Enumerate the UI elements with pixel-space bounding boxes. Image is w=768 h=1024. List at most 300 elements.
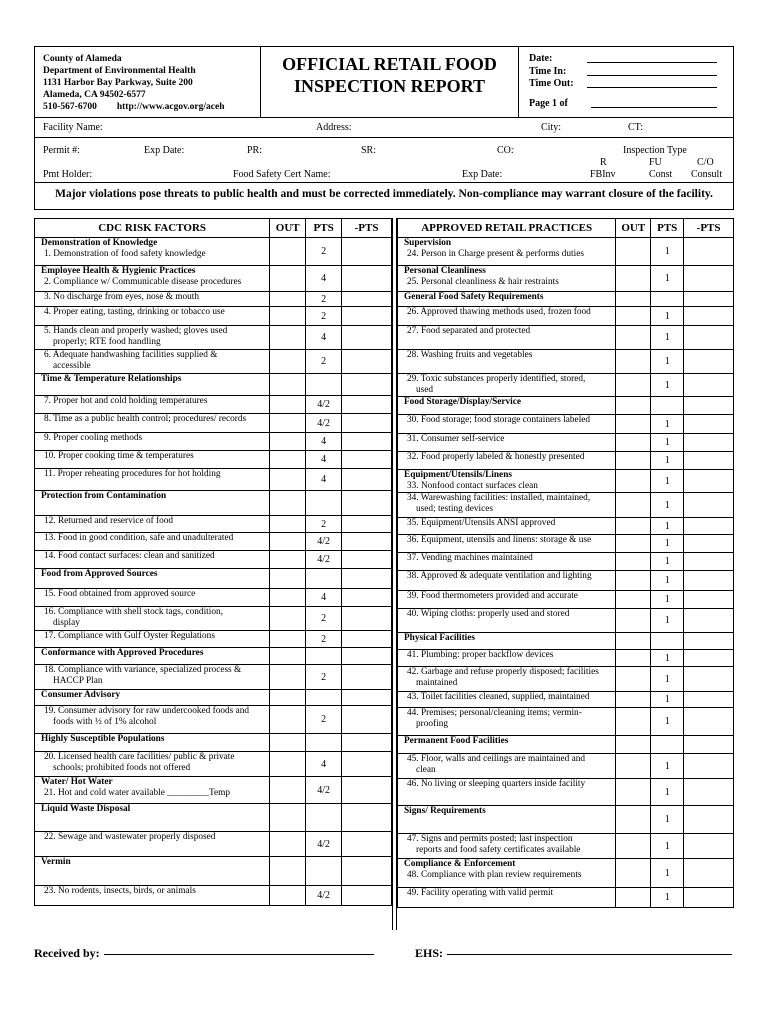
- minus-points-cell[interactable]: [684, 736, 734, 754]
- minus-points-cell[interactable]: [684, 518, 734, 535]
- item-text: display: [53, 618, 80, 628]
- ehs-field[interactable]: [415, 946, 732, 961]
- minus-points-cell[interactable]: [342, 326, 392, 350]
- minus-points-cell[interactable]: [342, 665, 392, 690]
- out-checkbox-cell[interactable]: [270, 451, 306, 469]
- out-checkbox-cell[interactable]: [616, 307, 651, 326]
- points-value: 1: [651, 518, 684, 535]
- minus-points-cell[interactable]: [342, 648, 392, 665]
- facility-info: [34, 118, 734, 210]
- section-heading: Employee Health & Hygienic Practices: [41, 266, 196, 276]
- item-description: [35, 607, 270, 631]
- section-heading: Liquid Waste Disposal: [41, 804, 131, 814]
- points-value: 4: [306, 266, 342, 292]
- out-checkbox-cell[interactable]: [616, 571, 651, 591]
- item-text: 18. Compliance with variance, specialized process &: [44, 665, 242, 675]
- col-header-out: OUT: [616, 219, 651, 238]
- inspection-type-label: Inspection Type: [623, 145, 687, 156]
- section-heading: Food from Approved Sources: [41, 569, 158, 579]
- out-checkbox-cell[interactable]: [270, 414, 306, 433]
- table-row: [398, 292, 734, 307]
- out-checkbox-cell[interactable]: [270, 326, 306, 350]
- item-text: 33. Nonfood contact surfaces clean: [407, 481, 538, 491]
- out-checkbox-cell[interactable]: [616, 754, 651, 779]
- item-description: [35, 690, 270, 706]
- minus-points-cell[interactable]: [342, 551, 392, 569]
- item-description: [398, 708, 616, 736]
- points-value: [651, 397, 684, 415]
- points-value: 2: [306, 665, 342, 690]
- table-row: [398, 591, 734, 609]
- minus-points-cell[interactable]: [684, 266, 734, 292]
- item-text: 5. Hands clean and properly washed; gloves used: [44, 326, 228, 336]
- table-row: [35, 607, 392, 631]
- minus-points-cell[interactable]: [342, 607, 392, 631]
- minus-points-cell[interactable]: [684, 307, 734, 326]
- report-title-line1: OFFICIAL RETAIL FOOD: [282, 54, 497, 74]
- table-row: [398, 397, 734, 415]
- report-title: [261, 47, 519, 117]
- table-row: [398, 571, 734, 591]
- table-row: [35, 690, 392, 706]
- table-row: [35, 451, 392, 469]
- section-heading: Personal Cleanliness: [404, 266, 486, 276]
- item-description: [398, 692, 616, 708]
- out-checkbox-cell[interactable]: [270, 292, 306, 307]
- out-checkbox-cell[interactable]: [616, 415, 651, 434]
- points-value: 4/2: [306, 396, 342, 414]
- item-description: [35, 292, 270, 307]
- table-row: [35, 804, 392, 832]
- out-checkbox-cell[interactable]: [270, 551, 306, 569]
- points-value: [651, 633, 684, 650]
- minus-points-cell[interactable]: [684, 493, 734, 518]
- date-field[interactable]: [529, 53, 733, 66]
- item-description: [398, 326, 616, 350]
- minus-points-cell[interactable]: [342, 433, 392, 451]
- table-row: [398, 535, 734, 553]
- out-checkbox-cell[interactable]: [270, 516, 306, 533]
- time-in-field[interactable]: [529, 66, 733, 79]
- item-text: properly; RTE food handling: [53, 337, 161, 347]
- points-value: [306, 648, 342, 665]
- time-out-field[interactable]: [529, 78, 733, 91]
- table-row: [35, 777, 392, 804]
- table-row: [398, 518, 734, 535]
- table-row: [398, 650, 734, 667]
- section-heading: Supervision: [404, 238, 452, 248]
- item-description: [398, 571, 616, 591]
- report-title-line2: INSPECTION REPORT: [294, 76, 485, 96]
- table-row: [35, 396, 392, 414]
- points-value: [306, 374, 342, 396]
- table-row: [35, 648, 392, 665]
- out-checkbox-cell[interactable]: [270, 238, 306, 266]
- out-checkbox-cell[interactable]: [270, 706, 306, 734]
- sr-label: SR:: [361, 145, 377, 156]
- item-description: [35, 307, 270, 326]
- section-heading: Consumer Advisory: [41, 690, 121, 700]
- item-description: [35, 631, 270, 648]
- type-fbinv[interactable]: FBInv: [590, 169, 616, 180]
- minus-points-cell[interactable]: [684, 859, 734, 888]
- out-checkbox-cell[interactable]: [270, 690, 306, 706]
- minus-points-cell[interactable]: [342, 414, 392, 433]
- points-value: 1: [651, 571, 684, 591]
- address-label: Address:: [316, 122, 352, 133]
- out-checkbox-cell[interactable]: [616, 650, 651, 667]
- item-text: 46. No living or sleeping quarters inside facility: [407, 779, 586, 789]
- out-checkbox-cell[interactable]: [270, 266, 306, 292]
- points-value: 1: [651, 806, 684, 834]
- minus-points-cell[interactable]: [342, 292, 392, 307]
- out-checkbox-cell[interactable]: [616, 434, 651, 452]
- minus-points-cell[interactable]: [342, 533, 392, 551]
- table-row: [398, 859, 734, 888]
- points-value: 4/2: [306, 414, 342, 433]
- out-checkbox-cell[interactable]: [270, 804, 306, 832]
- time-out-line: [587, 87, 717, 88]
- section-heading: Highly Susceptible Populations: [41, 734, 165, 744]
- item-text: 23. No rodents, insects, birds, or animals: [44, 886, 196, 896]
- minus-points-cell[interactable]: [342, 350, 392, 374]
- out-checkbox-cell[interactable]: [270, 648, 306, 665]
- points-value: 1: [651, 667, 684, 692]
- col-header-out: OUT: [270, 219, 306, 238]
- col-header-pts: PTS: [306, 219, 342, 238]
- type-co[interactable]: C/O: [697, 157, 714, 168]
- minus-points-cell[interactable]: [342, 886, 392, 906]
- minus-points-cell[interactable]: [684, 888, 734, 908]
- out-checkbox-cell[interactable]: [270, 777, 306, 804]
- item-text: clean: [416, 765, 436, 775]
- exp-date-label: Exp Date:: [144, 145, 185, 156]
- points-value: [306, 804, 342, 832]
- minus-points-cell[interactable]: [342, 857, 392, 886]
- minus-points-cell[interactable]: [684, 350, 734, 374]
- agency-contact: [43, 101, 260, 113]
- points-value: 4/2: [306, 886, 342, 906]
- out-checkbox-cell[interactable]: [616, 326, 651, 350]
- minus-points-cell[interactable]: [684, 434, 734, 452]
- city-label: City:: [541, 122, 562, 133]
- item-text: maintained: [416, 678, 458, 688]
- out-checkbox-cell[interactable]: [616, 238, 651, 266]
- out-checkbox-cell[interactable]: [616, 736, 651, 754]
- item-description: [35, 374, 270, 396]
- time-in-line: [587, 75, 717, 76]
- item-text: proofing: [416, 719, 449, 729]
- table-row: [35, 886, 392, 906]
- out-checkbox-cell[interactable]: [270, 665, 306, 690]
- out-checkbox-cell[interactable]: [616, 667, 651, 692]
- minus-points-cell[interactable]: [342, 589, 392, 607]
- minus-points-cell[interactable]: [342, 706, 392, 734]
- points-value: 4: [306, 451, 342, 469]
- item-text: 4. Proper eating, tasting, drinking or tobacco use: [44, 307, 225, 317]
- item-description: [398, 859, 616, 888]
- agency-url: http://www.acgov.org/aceh: [116, 102, 225, 112]
- minus-points-cell[interactable]: [684, 591, 734, 609]
- out-checkbox-cell[interactable]: [270, 433, 306, 451]
- cdc-risk-factors-table: [34, 218, 392, 906]
- facility-divider: [35, 137, 733, 138]
- item-text: 45. Floor, walls and ceilings are maintained and: [407, 754, 586, 764]
- points-value: 4/2: [306, 551, 342, 569]
- points-value: [306, 690, 342, 706]
- item-description: [35, 238, 270, 266]
- item-text: 35. Equipment/Utensils ANSI approved: [407, 518, 556, 528]
- points-value: 1: [651, 553, 684, 571]
- out-checkbox-cell[interactable]: [270, 350, 306, 374]
- table-row: [35, 569, 392, 589]
- minus-points-cell[interactable]: [684, 470, 734, 493]
- item-description: [398, 434, 616, 452]
- item-text: 49. Facility operating with valid permit: [407, 888, 554, 898]
- item-description: [398, 888, 616, 908]
- out-checkbox-cell[interactable]: [270, 886, 306, 906]
- out-checkbox-cell[interactable]: [270, 832, 306, 857]
- minus-points-cell[interactable]: [684, 609, 734, 633]
- pr-label: PR:: [247, 145, 263, 156]
- minus-points-cell[interactable]: [684, 374, 734, 397]
- item-description: [35, 469, 270, 491]
- item-text: 7. Proper hot and cold holding temperatures: [44, 396, 208, 406]
- item-description: [35, 433, 270, 451]
- agency-name: County of Alameda: [43, 54, 122, 64]
- out-checkbox-cell[interactable]: [616, 834, 651, 859]
- minus-points-cell[interactable]: [684, 667, 734, 692]
- out-checkbox-cell[interactable]: [616, 350, 651, 374]
- out-checkbox-cell[interactable]: [616, 888, 651, 908]
- type-const[interactable]: Const: [649, 169, 673, 180]
- minus-points-cell[interactable]: [342, 777, 392, 804]
- minus-points-cell[interactable]: [342, 396, 392, 414]
- out-checkbox-cell[interactable]: [616, 452, 651, 470]
- item-text: 8. Time as a public health control; procedures/ records: [44, 414, 247, 424]
- minus-points-cell[interactable]: [684, 415, 734, 434]
- section-heading: Compliance & Enforcement: [404, 859, 516, 869]
- points-value: [651, 736, 684, 754]
- points-value: [306, 491, 342, 516]
- table-row: [398, 609, 734, 633]
- item-description: [35, 752, 270, 777]
- exp-date2-label: Exp Date:: [462, 169, 503, 180]
- section-heading: Permanent Food Facilities: [404, 736, 509, 746]
- section-heading: Vermin: [41, 857, 71, 867]
- table-row: [35, 266, 392, 292]
- out-checkbox-cell[interactable]: [270, 491, 306, 516]
- out-checkbox-cell[interactable]: [616, 535, 651, 553]
- minus-points-cell[interactable]: [684, 553, 734, 571]
- out-checkbox-cell[interactable]: [616, 374, 651, 397]
- out-checkbox-cell[interactable]: [270, 307, 306, 326]
- type-r[interactable]: R: [600, 157, 607, 168]
- out-checkbox-cell[interactable]: [270, 752, 306, 777]
- out-checkbox-cell[interactable]: [270, 374, 306, 396]
- out-checkbox-cell[interactable]: [270, 396, 306, 414]
- out-checkbox-cell[interactable]: [616, 518, 651, 535]
- table-header-row: [35, 219, 392, 238]
- minus-points-cell[interactable]: [342, 238, 392, 266]
- item-text: used: [416, 385, 434, 395]
- out-checkbox-cell[interactable]: [616, 591, 651, 609]
- minus-points-cell[interactable]: [684, 708, 734, 736]
- item-description: [398, 834, 616, 859]
- out-checkbox-cell[interactable]: [616, 493, 651, 518]
- out-checkbox-cell[interactable]: [616, 806, 651, 834]
- points-value: 1: [651, 238, 684, 266]
- item-description: [35, 857, 270, 886]
- minus-points-cell[interactable]: [342, 374, 392, 396]
- received-by-field[interactable]: [34, 946, 374, 961]
- out-checkbox-cell[interactable]: [616, 470, 651, 493]
- minus-points-cell[interactable]: [342, 752, 392, 777]
- minus-points-cell[interactable]: [342, 804, 392, 832]
- item-text: 11. Proper reheating procedures for hot holding: [44, 469, 221, 479]
- item-description: [398, 415, 616, 434]
- minus-points-cell[interactable]: [342, 569, 392, 589]
- minus-points-cell[interactable]: [684, 754, 734, 779]
- minus-points-cell[interactable]: [342, 266, 392, 292]
- item-description: [35, 886, 270, 906]
- item-text: 36. Equipment, utensils and linens: storage & use: [407, 535, 592, 545]
- type-fu[interactable]: FU: [649, 157, 662, 168]
- minus-points-cell[interactable]: [684, 452, 734, 470]
- minus-points-cell[interactable]: [684, 238, 734, 266]
- minus-points-cell[interactable]: [684, 397, 734, 415]
- item-text: 34. Warewashing facilities: installed, maintained,: [407, 493, 591, 503]
- table-row: [35, 533, 392, 551]
- out-checkbox-cell[interactable]: [270, 533, 306, 551]
- minus-points-cell[interactable]: [684, 779, 734, 806]
- points-value: 1: [651, 888, 684, 908]
- table-row: [35, 238, 392, 266]
- pmt-holder-label: Pmt Holder:: [43, 169, 93, 180]
- item-text: schools; prohibited foods not offered: [53, 763, 191, 773]
- item-text: 1. Demonstration of food safety knowledge: [44, 249, 206, 259]
- minus-points-cell[interactable]: [342, 832, 392, 857]
- minus-points-cell[interactable]: [684, 326, 734, 350]
- points-value: 4: [306, 469, 342, 491]
- table-row: [398, 779, 734, 806]
- table-row: [35, 752, 392, 777]
- minus-points-cell[interactable]: [342, 307, 392, 326]
- report-header: [34, 46, 734, 118]
- minus-points-cell[interactable]: [342, 516, 392, 533]
- item-description: [35, 706, 270, 734]
- minus-points-cell[interactable]: [684, 692, 734, 708]
- minus-points-cell[interactable]: [684, 834, 734, 859]
- item-description: [35, 665, 270, 690]
- points-value: 1: [651, 493, 684, 518]
- table-row: [35, 433, 392, 451]
- item-text: 32. Food properly labeled & honestly presented: [407, 452, 585, 462]
- item-description: [35, 648, 270, 665]
- agency-phone: 510-567-6700: [43, 102, 97, 112]
- table-row: [35, 832, 392, 857]
- points-value: 4: [306, 589, 342, 607]
- item-description: [35, 832, 270, 857]
- out-checkbox-cell[interactable]: [270, 469, 306, 491]
- item-description: [398, 470, 616, 493]
- item-description: [398, 535, 616, 553]
- minus-points-cell[interactable]: [684, 650, 734, 667]
- out-checkbox-cell[interactable]: [616, 397, 651, 415]
- item-text: 17. Compliance with Gulf Oyster Regulations: [44, 631, 215, 641]
- out-checkbox-cell[interactable]: [270, 734, 306, 752]
- out-checkbox-cell[interactable]: [270, 607, 306, 631]
- minus-points-cell[interactable]: [684, 535, 734, 553]
- ct-label: CT:: [628, 122, 644, 133]
- table-row: [398, 806, 734, 834]
- points-value: 4/2: [306, 832, 342, 857]
- permit-label: Permit #:: [43, 145, 80, 156]
- ehs-line: [447, 954, 732, 955]
- out-checkbox-cell[interactable]: [270, 569, 306, 589]
- out-checkbox-cell[interactable]: [270, 631, 306, 648]
- out-checkbox-cell[interactable]: [616, 553, 651, 571]
- points-value: 2: [306, 350, 342, 374]
- minus-points-cell[interactable]: [342, 451, 392, 469]
- minus-points-cell[interactable]: [342, 631, 392, 648]
- out-checkbox-cell[interactable]: [616, 266, 651, 292]
- points-value: 2: [306, 706, 342, 734]
- table-row: [35, 414, 392, 433]
- minus-points-cell[interactable]: [684, 571, 734, 591]
- points-value: 1: [651, 779, 684, 806]
- minus-points-cell[interactable]: [342, 734, 392, 752]
- minus-points-cell[interactable]: [684, 633, 734, 650]
- date-label: Date:: [529, 53, 553, 64]
- out-checkbox-cell[interactable]: [616, 779, 651, 806]
- table-row: [398, 553, 734, 571]
- section-heading: Water/ Hot Water: [41, 777, 113, 787]
- table-row: [398, 888, 734, 908]
- minus-points-cell[interactable]: [342, 469, 392, 491]
- section-heading: Physical Facilities: [404, 633, 476, 643]
- table-row: [35, 350, 392, 374]
- item-description: [35, 491, 270, 516]
- ehs-label: EHS:: [415, 946, 444, 960]
- out-checkbox-cell[interactable]: [616, 609, 651, 633]
- out-checkbox-cell[interactable]: [616, 859, 651, 888]
- points-value: 1: [651, 754, 684, 779]
- table-row: [35, 307, 392, 326]
- out-checkbox-cell[interactable]: [270, 589, 306, 607]
- table-row: [35, 706, 392, 734]
- minus-points-cell[interactable]: [684, 806, 734, 834]
- out-checkbox-cell[interactable]: [616, 708, 651, 736]
- out-checkbox-cell[interactable]: [616, 633, 651, 650]
- type-consult[interactable]: Consult: [691, 169, 723, 180]
- table-row: [398, 350, 734, 374]
- item-text: used; testing devices: [416, 504, 493, 514]
- table-row: [35, 631, 392, 648]
- item-text: 13. Food in good condition, safe and unadulterated: [44, 533, 234, 543]
- minus-points-cell[interactable]: [684, 292, 734, 307]
- facility-divider-2: [35, 182, 733, 183]
- out-checkbox-cell[interactable]: [270, 857, 306, 886]
- minus-points-cell[interactable]: [342, 690, 392, 706]
- item-description: [35, 350, 270, 374]
- item-text: 40. Wiping cloths: properly used and stored: [407, 609, 570, 619]
- item-description: [398, 806, 616, 834]
- page-field[interactable]: [529, 98, 733, 111]
- out-checkbox-cell[interactable]: [616, 292, 651, 307]
- minus-points-cell[interactable]: [342, 491, 392, 516]
- out-checkbox-cell[interactable]: [616, 692, 651, 708]
